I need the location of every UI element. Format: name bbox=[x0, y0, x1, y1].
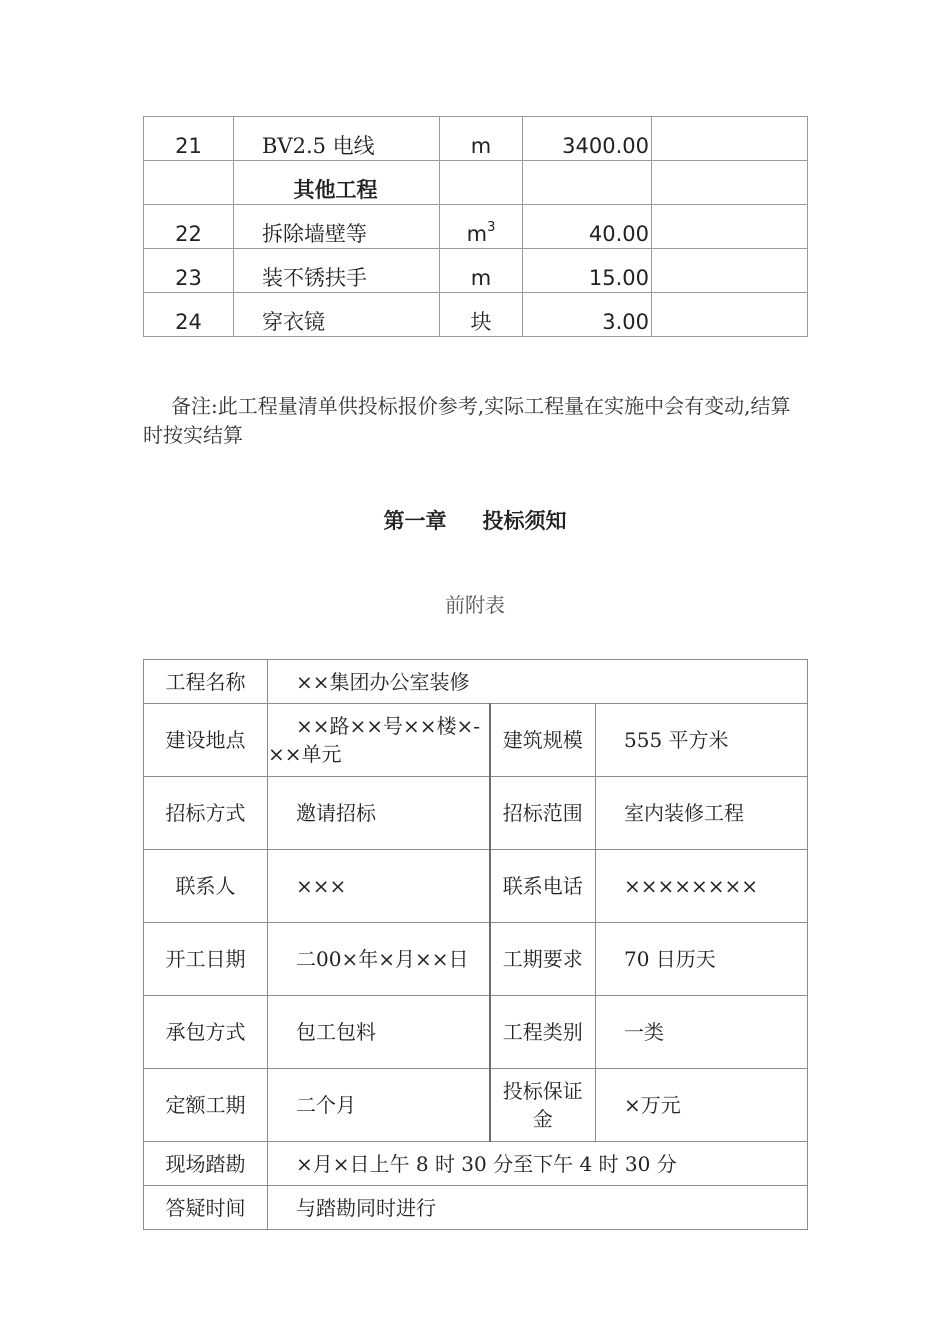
unit-superscript: 3 bbox=[487, 220, 496, 235]
scope-value: 室内装修工程 bbox=[596, 777, 808, 850]
chapter-title: 投标须知 bbox=[482, 508, 567, 533]
start-date-label: 开工日期 bbox=[144, 923, 268, 996]
front-info-table bbox=[143, 659, 808, 1230]
remark-text: 备注:此工程量清单供投标报价参考,实际工程量在实施中会有变动,结算时按实结算 bbox=[143, 394, 791, 447]
phone-value: ×××××××× bbox=[596, 850, 808, 923]
item-number: 22 bbox=[144, 205, 234, 249]
qa-time-label: 答疑时间 bbox=[144, 1186, 268, 1230]
item-unit bbox=[440, 161, 523, 205]
site-value: ××路××号××楼×-××单元 bbox=[268, 704, 490, 777]
subtitle: 前附表 bbox=[445, 593, 505, 617]
item-unit: 块 bbox=[440, 293, 523, 337]
item-note bbox=[652, 249, 808, 293]
item-name: 装不锈扶手 bbox=[234, 249, 440, 293]
project-name-label: 工程名称 bbox=[144, 660, 268, 704]
table-row-section bbox=[144, 161, 808, 205]
contact-value: ××× bbox=[268, 850, 490, 923]
category-value: 一类 bbox=[596, 996, 808, 1069]
item-name: 穿衣镜 bbox=[234, 293, 440, 337]
chapter-heading bbox=[0, 505, 950, 535]
table-row bbox=[144, 660, 808, 704]
start-date-value: 二00×年×月××日 bbox=[268, 923, 490, 996]
quantity-table bbox=[143, 116, 808, 337]
site-visit-value: ×月×日上午 8 时 30 分至下午 4 时 30 分 bbox=[268, 1142, 808, 1186]
phone-label: 联系电话 bbox=[490, 850, 596, 923]
item-name: BV2.5 电线 bbox=[234, 117, 440, 161]
item-number: 21 bbox=[144, 117, 234, 161]
item-number: 24 bbox=[144, 293, 234, 337]
item-name: 拆除墙壁等 bbox=[234, 205, 440, 249]
table-row bbox=[144, 1069, 808, 1142]
table-row bbox=[144, 923, 808, 996]
item-note bbox=[652, 205, 808, 249]
table-row bbox=[144, 205, 808, 249]
item-note bbox=[652, 293, 808, 337]
table-row bbox=[144, 996, 808, 1069]
item-quantity bbox=[523, 161, 652, 205]
quota-label: 定额工期 bbox=[144, 1069, 268, 1142]
duration-value: 70 日历天 bbox=[596, 923, 808, 996]
item-unit: m bbox=[440, 117, 523, 161]
table-row bbox=[144, 117, 808, 161]
scope-label: 招标范围 bbox=[490, 777, 596, 850]
item-quantity: 3.00 bbox=[523, 293, 652, 337]
item-quantity: 3400.00 bbox=[523, 117, 652, 161]
table-row bbox=[144, 704, 808, 777]
site-label: 建设地点 bbox=[144, 704, 268, 777]
table-row bbox=[144, 1186, 808, 1230]
contract-label: 承包方式 bbox=[144, 996, 268, 1069]
table-row bbox=[144, 850, 808, 923]
scale-label: 建筑规模 bbox=[490, 704, 596, 777]
category-label: 工程类别 bbox=[490, 996, 596, 1069]
table-row bbox=[144, 1142, 808, 1186]
item-unit: m bbox=[466, 222, 488, 246]
scale-value: 555 平方米 bbox=[596, 704, 808, 777]
item-quantity: 40.00 bbox=[523, 205, 652, 249]
deposit-value: ×万元 bbox=[596, 1069, 808, 1142]
item-note bbox=[652, 161, 808, 205]
qa-time-value: 与踏勘同时进行 bbox=[268, 1186, 808, 1230]
quota-value: 二个月 bbox=[268, 1069, 490, 1142]
contract-value: 包工包料 bbox=[268, 996, 490, 1069]
contact-label: 联系人 bbox=[144, 850, 268, 923]
item-quantity: 15.00 bbox=[523, 249, 652, 293]
remark-paragraph bbox=[143, 392, 807, 450]
section-heading: 其他工程 bbox=[234, 161, 440, 205]
tender-method-value: 邀请招标 bbox=[268, 777, 490, 850]
item-unit: m bbox=[440, 249, 523, 293]
item-number: 23 bbox=[144, 249, 234, 293]
tender-method-label: 招标方式 bbox=[144, 777, 268, 850]
table-row bbox=[144, 249, 808, 293]
item-note bbox=[652, 117, 808, 161]
project-name-value: ××集团办公室装修 bbox=[268, 660, 808, 704]
site-visit-label: 现场踏勘 bbox=[144, 1142, 268, 1186]
duration-label: 工期要求 bbox=[490, 923, 596, 996]
chapter-number: 第一章 bbox=[383, 508, 447, 533]
item-unit-cell bbox=[440, 205, 523, 249]
item-number bbox=[144, 161, 234, 205]
table-row bbox=[144, 777, 808, 850]
table-row bbox=[144, 293, 808, 337]
deposit-label: 投标保证金 bbox=[490, 1069, 596, 1142]
